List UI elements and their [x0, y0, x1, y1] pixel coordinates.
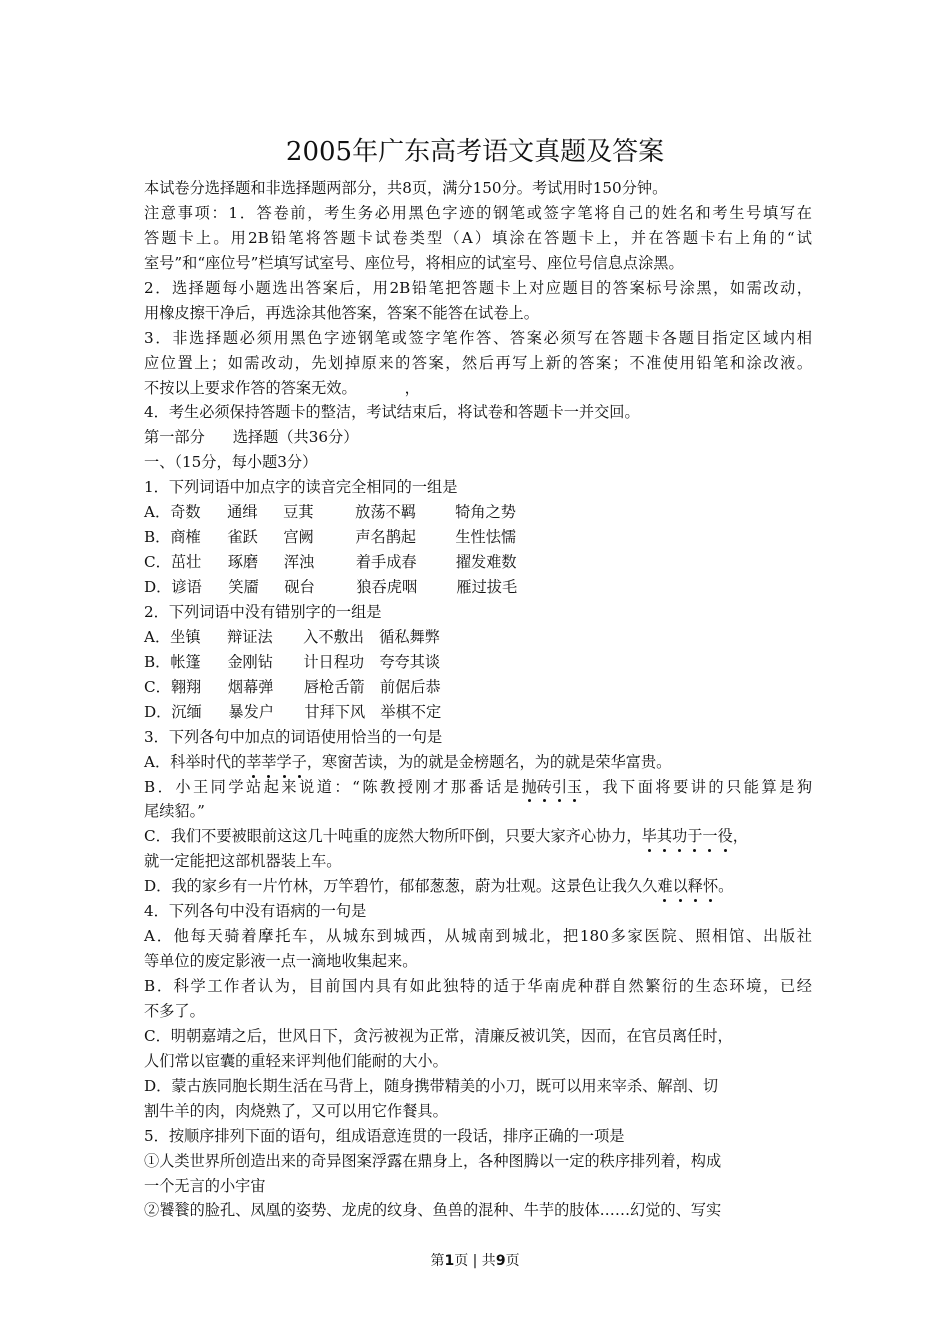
option-word: 夸夸其谈	[379, 652, 441, 671]
option-label: A．	[144, 627, 171, 646]
option-label: B．	[144, 528, 171, 547]
option-word: 犄角之势	[455, 503, 516, 522]
option-line: D．蒙古族同胞长期生活在马背上，随身携带精美的小刀，既可以用来宰杀、解剖、切	[144, 1076, 719, 1095]
dotted-term	[521, 778, 582, 796]
option-text: D．我的家乡有一片竹林，万竿碧竹，郁郁葱葱，蔚为壮观。这景色让我久久	[144, 877, 658, 896]
option-line: 人们常以宦囊的重轻来评判他们能耐的大小。	[144, 1051, 448, 1070]
emphasis-char: 于	[687, 824, 702, 849]
option-word: 放荡不羁	[355, 503, 416, 522]
emphasis-char: 其	[657, 824, 672, 849]
option-word: 擢发难数	[455, 553, 517, 572]
notice-line: 用橡皮擦干净后，再选涂其他答案，答案不能答在试卷上。	[144, 303, 539, 322]
option-word: 入不敷出	[303, 627, 364, 646]
option-line: C．明朝嘉靖之后，世风日下，贪污被视为正常，清廉反被讥笑，因而，在官员离任时，	[144, 1026, 733, 1045]
emphasis-char: 莘	[246, 750, 261, 775]
option-label: C．	[144, 553, 171, 572]
emphasis-char: 抛	[521, 775, 536, 800]
part-heading	[144, 425, 812, 450]
option-line: 就一定能把这部机器装上车。	[144, 852, 342, 871]
option-word: 金刚钻	[227, 652, 273, 671]
emphasis-char: 子	[292, 750, 307, 775]
option-line	[144, 775, 812, 800]
emphasis-char: 以	[673, 874, 688, 899]
option-word: 浑浊	[283, 553, 315, 572]
option-word: 雀跃	[227, 528, 258, 547]
emphasis-char: 玉	[567, 775, 582, 800]
notice-line	[144, 376, 812, 401]
option-word: 烟幕弹	[227, 677, 274, 696]
emphasis-char: 砖	[537, 775, 552, 800]
option-line: 尾续貂。”	[144, 802, 205, 821]
option-word: 狼吞虎咽	[356, 578, 418, 596]
option-row	[144, 525, 812, 550]
emphasis-char: 引	[552, 775, 567, 800]
sentence-line: 一个无言的小宇宙	[144, 1176, 266, 1195]
option-word: 笑靥	[228, 578, 259, 596]
option-word: 着手成春	[355, 553, 417, 572]
sentence-line: ②饕餮的脸孔、凤凰的姿势、龙虎的纹身、鱼兽的混种、牛芋的肢体……幻觉的、写实	[144, 1201, 722, 1220]
option-line: 不多了。	[144, 1001, 205, 1020]
notice-line: 注意事项：1．答卷前，考生务必用黑色字迹的钢笔或签字笔将自己的姓名和考生号填写在	[144, 203, 812, 222]
emphasis-char: 难	[657, 874, 672, 899]
option-text: B．小王同学站起来说道：“陈教授刚才那番话是	[144, 777, 522, 796]
emphasis-char: 怀	[703, 874, 718, 899]
option-word: 前倨后恭	[379, 677, 441, 696]
option-word: 辩证法	[227, 627, 273, 646]
option-word: 沉缅	[171, 702, 202, 721]
option-row	[144, 625, 812, 650]
option-word: 暴发户	[228, 702, 274, 721]
emphasis-char: 役	[718, 824, 733, 849]
option-text: 。	[718, 877, 734, 896]
option-word: 琢磨	[227, 553, 259, 572]
option-line	[144, 874, 812, 899]
option-row	[144, 700, 812, 725]
question-stem: 4．下列各句中没有语病的一句是	[144, 902, 367, 921]
option-word: 砚台	[284, 578, 315, 596]
option-word: 坐镇	[170, 627, 201, 646]
option-line	[144, 824, 812, 849]
emphasis-char: 莘	[261, 750, 276, 775]
option-label: D．	[144, 702, 172, 721]
question-stem: 2．下列词语中没有错别字的一组是	[144, 602, 382, 621]
question-stem: 3．下列各句中加点的词语使用恰当的一句是	[144, 727, 443, 746]
option-word: 计日程功	[303, 652, 365, 671]
option-text: ，我下面将要讲的只能算是狗	[582, 777, 813, 796]
option-word: 雁过拔毛	[456, 578, 518, 596]
dotted-term	[246, 753, 307, 771]
option-label: D．	[144, 578, 172, 596]
option-row	[144, 500, 812, 525]
footer-text: 页	[505, 1253, 520, 1269]
page-footer	[0, 1250, 950, 1270]
footer-text: 页 | 共	[454, 1253, 496, 1269]
option-word: 举棋不定	[380, 702, 442, 721]
question-stem: 1．下列词语中加点字的读音完全相同的一组是	[144, 478, 458, 497]
notice-line: 答题卡上。用2B铅笔将答题卡试卷类型（A）填涂在答题卡上，并在答题卡右上角的“试	[144, 228, 812, 247]
option-word: 循私舞弊	[379, 627, 440, 646]
option-word: 唇枪舌箭	[303, 677, 365, 696]
dotted-term	[657, 877, 718, 895]
option-word: 谚语	[171, 578, 202, 596]
option-text: A．科举时代的	[144, 752, 247, 771]
emphasis-char: 功	[672, 824, 687, 849]
intro-line: 本试卷分选择题和非选择题两部分，共8页，满分150分。考试用时150分钟。	[144, 179, 668, 197]
option-word: 通缉	[227, 503, 258, 522]
option-row	[144, 550, 812, 575]
option-word: 奇数	[170, 503, 201, 522]
notice-line: 应位置上；如需改动，先划掉原来的答案，然后再写上新的答案；不准使用铅笔和涂改液。	[144, 353, 812, 372]
question-stem: 5．按顺序排列下面的语句，组成语意连贯的一段话，排序正确的一项是	[144, 1126, 625, 1145]
option-line: B．科学工作者认为，目前国内具有如此独特的适于华南虎种群自然繁衍的生态环境，已经	[144, 977, 812, 995]
dotted-term	[642, 827, 733, 845]
option-row	[144, 575, 812, 600]
option-word: 商榷	[170, 528, 201, 547]
option-word: 豆萁	[283, 503, 314, 522]
option-text: C．我们不要被眼前这这几十吨重的庞然大物所吓倒，只要大家齐心协力，	[144, 827, 642, 846]
option-label: A．	[144, 503, 171, 522]
sentence-line: ①人类世界所创造出来的奇异图案浮露在鼎身上，各种图腾以一定的秩序排列着，构成	[144, 1151, 722, 1170]
notice-line: 4．考生必须保持答题卡的整洁，考试结束后，将试卷和答题卡一并交回。	[144, 403, 640, 422]
option-row	[144, 650, 812, 675]
option-word: 帐篷	[170, 652, 201, 671]
emphasis-char: 释	[688, 874, 703, 899]
part-label: 第一部分	[144, 428, 205, 447]
notice-text: 不按以上要求作答的答案无效。	[144, 378, 357, 397]
option-label: C．	[144, 677, 171, 696]
emphasis-char: 一	[702, 824, 717, 849]
option-label: B．	[144, 652, 171, 671]
option-line	[144, 750, 812, 775]
option-line: 割牛羊的肉，肉烧熟了，又可以用它作餐具。	[144, 1101, 448, 1120]
section-heading: 一、（15分，每小题3分）	[144, 453, 318, 472]
option-word: 宫阙	[283, 528, 314, 547]
option-word: 茁壮	[170, 553, 202, 572]
stray-mark: ，	[404, 378, 420, 397]
notice-line: 室号”和“座位号”栏填写试室号、座位号，将相应的试室号、座位号信息点涂黑。	[144, 253, 684, 272]
option-text: ，寒窗苦读，为的就是金榜题名，为的就是荣华富贵。	[306, 752, 672, 771]
option-text: ，	[732, 827, 748, 846]
option-word: 翱翔	[170, 677, 202, 696]
emphasis-char: 学	[276, 750, 291, 775]
part-title: 选择题（共36分）	[232, 428, 359, 447]
option-word: 声名鹊起	[355, 528, 417, 547]
footer-text: 第	[430, 1253, 445, 1269]
page-title: 2005年广东高考语文真题及答案	[285, 137, 665, 167]
option-row	[144, 675, 812, 700]
option-word: 生性怯懦	[455, 528, 517, 547]
emphasis-char: 毕	[642, 824, 657, 849]
notice-line: 2．选择题每小题选出答案后，用2B铅笔把答题卡上对应题目的答案标号涂黑，如需改动，	[144, 278, 812, 297]
document-body	[144, 176, 812, 1223]
total-pages: 9	[495, 1253, 506, 1269]
notice-line: 3．非选择题必须用黑色字迹钢笔或签字笔作答、答案必须写在答题卡各题目指定区域内相	[144, 328, 812, 347]
option-word: 甘拜下风	[304, 702, 366, 721]
page-number: 1	[444, 1253, 455, 1269]
option-line: A．他每天骑着摩托车，从城东到城西，从城南到城北，把180多家医院、照相馆、出版社	[144, 927, 812, 946]
option-line: 等单位的废定影液一点一滴地收集起来。	[144, 952, 418, 971]
